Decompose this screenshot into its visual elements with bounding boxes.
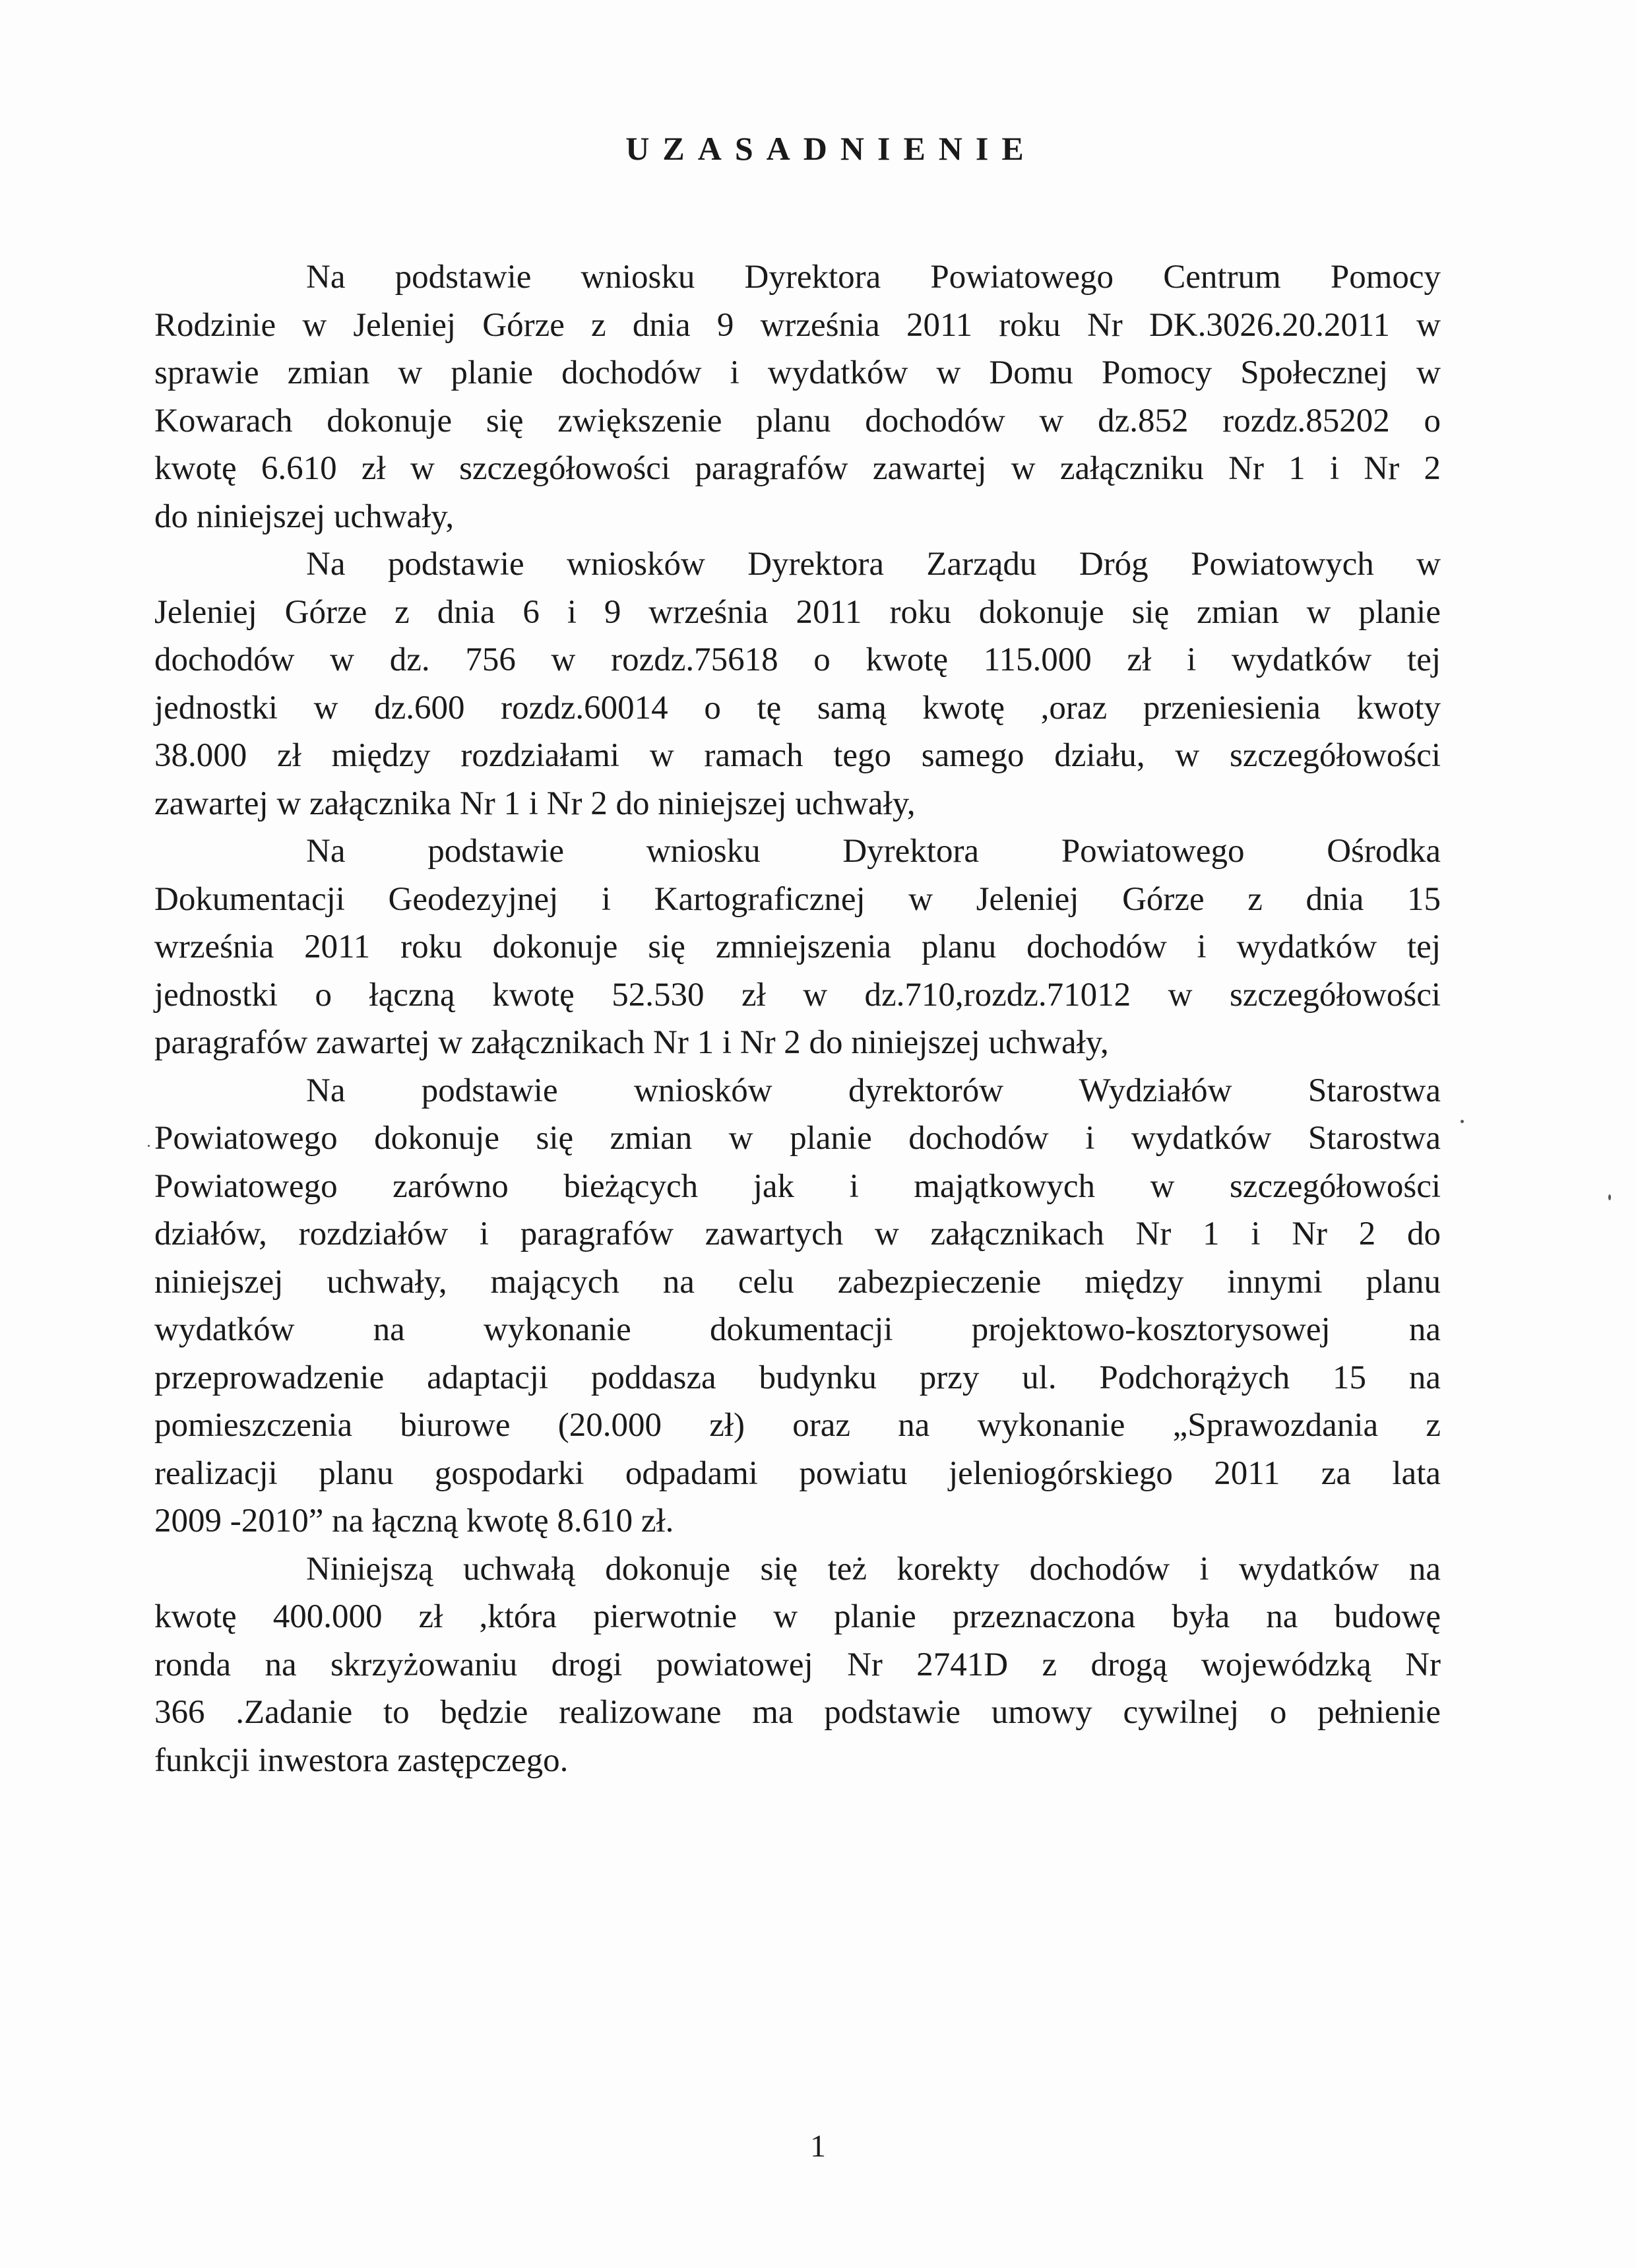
text-line: jednostki w dz.600 rozdz.60014 o tę samą kwotę ,oraz przeniesienia kwoty [154, 689, 1441, 727]
text-line: funkcji inwestora zastępczego. [154, 1741, 569, 1779]
text-line: realizacji planu gospodarki odpadami powiatu jeleniogórskiego 2011 za lata [154, 1454, 1441, 1492]
paragraph-4 [154, 1067, 1441, 1545]
scan-speck [1461, 1120, 1464, 1123]
text-line: przeprowadzenie adaptacji poddasza budynku przy ul. Podchorążych 15 na [154, 1359, 1441, 1396]
text-line: wydatków na wykonanie dokumentacji projektowo-kosztorysowej na [154, 1311, 1441, 1348]
document-title: UZASADNIENIE [625, 130, 1037, 167]
paragraph-1 [154, 253, 1441, 540]
text-line: Na podstawie wniosków dyrektorów Wydziałów Starostwa [306, 1072, 1441, 1109]
text-line: Powiatowego zarówno bieżących jak i majątkowych w szczegółowości [154, 1167, 1441, 1205]
text-line: Dokumentacji Geodezyjnej i Kartograficznej w Jeleniej Górze z dnia 15 [154, 880, 1441, 918]
text-line: Rodzinie w Jeleniej Górze z dnia 9 września 2011 roku Nr DK.3026.20.2011 w [154, 306, 1441, 344]
scan-speck [1608, 1194, 1611, 1200]
text-line: niniejszej uchwały, mających na celu zabezpieczenie między innymi planu [154, 1263, 1441, 1301]
scan-speck [148, 1145, 150, 1147]
text-line: działów, rozdziałów i paragrafów zawartych w załącznikach Nr 1 i Nr 2 do [154, 1215, 1441, 1252]
text-line: sprawie zmian w planie dochodów i wydatków w Domu Pomocy Społecznej w [154, 354, 1441, 391]
text-line: paragrafów zawartej w załącznikach Nr 1 i Nr 2 do niniejszej uchwały, [154, 1024, 1109, 1061]
text-line: 366 .Zadanie to będzie realizowane ma podstawie umowy cywilnej o pełnienie [154, 1694, 1441, 1731]
text-line: września 2011 roku dokonuje się zmniejszenia planu dochodów i wydatków tej [154, 928, 1441, 965]
text-line: ronda na skrzyżowaniu drogi powiatowej Nr 2741D z drogą wojewódzką Nr [154, 1646, 1441, 1683]
paragraph-3 [154, 827, 1441, 1067]
text-line: 38.000 zł między rozdziałami w ramach tego samego działu, w szczegółowości [154, 737, 1441, 774]
text-line: kwotę 6.610 zł w szczegółowości paragrafów zawartej w załączniku Nr 1 i Nr 2 [154, 450, 1441, 487]
text-line: zawartej w załącznika Nr 1 i Nr 2 do niniejszej uchwały, [154, 785, 916, 822]
page-number: 1 [810, 2129, 826, 2164]
paragraph-5 [154, 1545, 1441, 1785]
text-line: kwotę 400.000 zł ,która pierwotnie w planie przeznaczona była na budowę [154, 1598, 1441, 1635]
text-line: Niniejszą uchwałą dokonuje się też korekty dochodów i wydatków na [306, 1550, 1441, 1588]
document-body [154, 253, 1441, 1784]
text-line: Na podstawie wniosku Dyrektora Powiatowego Ośrodka [306, 833, 1441, 870]
text-line: jednostki o łączną kwotę 52.530 zł w dz.710,rozdz.71012 w szczegółowości [154, 976, 1441, 1014]
text-line: dochodów w dz. 756 w rozdz.75618 o kwotę 115.000 zł i wydatków tej [154, 641, 1441, 678]
text-line: pomieszczenia biurowe (20.000 zł) oraz na wykonanie „Sprawozdania z [154, 1407, 1441, 1444]
text-line: Powiatowego dokonuje się zmian w planie dochodów i wydatków Starostwa [154, 1120, 1441, 1157]
text-line: Jeleniej Górze z dnia 6 i 9 września 2011 roku dokonuje się zmian w planie [154, 593, 1441, 631]
paragraph-2 [154, 540, 1441, 827]
text-line: 2009 -2010” na łączną kwotę 8.610 zł. [154, 1503, 674, 1539]
text-line: Kowarach dokonuje się zwiększenie planu dochodów w dz.852 rozdz.85202 o [154, 402, 1441, 439]
text-line: do niniejszej uchwały, [154, 498, 455, 535]
text-line: Na podstawie wniosku Dyrektora Powiatowego Centrum Pomocy [306, 259, 1441, 296]
text-line: Na podstawie wniosków Dyrektora Zarządu Dróg Powiatowych w [306, 546, 1441, 583]
